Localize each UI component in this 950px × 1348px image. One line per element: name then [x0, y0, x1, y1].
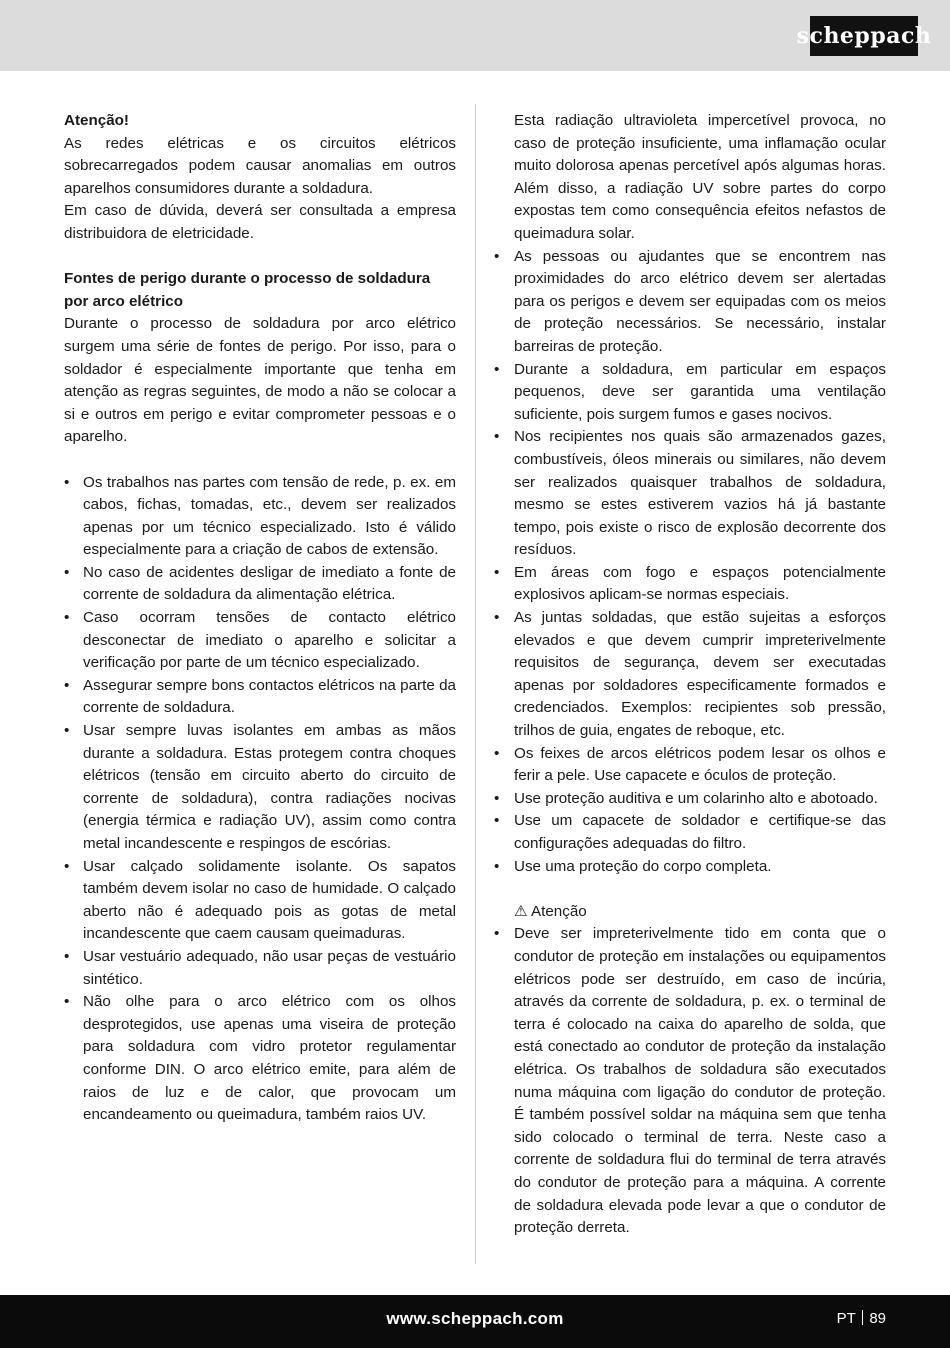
list-item: • Deve ser impreterivelmente tido em conta que o condutor de proteção em instalações ou equipamentos elétricos pode ser destruído, em caso de incúria, através da corrente de soldadura, p. ex. o terminal de terra é colocado na caixa do aparelho de solda, que está conectado ao condutor de proteção da instalação elétrica. Os trabalhos de soldadura são executados numa máquina com ligação do condutor de proteção. É também possível soldar na máquina sem que tenha sido colocado o terminal de terra. Neste caso a corrente de soldadura flui do terminal de terra através do condutor de proteção para a máquina. A corrente de soldadura elevada pode levar a que o condutor de proteção derreta. [514, 923, 886, 1239]
attention-text: As redes elétricas e os circuitos elétricos sobrecarregados podem causar anomalias em outros aparelhos consumidores durante a soldadura. [64, 134, 456, 197]
section-text: Durante o processo de soldadura por arco elétrico surgem uma série de fontes de perigo. Por isso, para o soldador é especialmente importante que tenha em atenção as regras seguintes, de modo a não se colocar a si e outros em perigo e evitar comprometer pessoas e o aparelho. [64, 315, 456, 446]
section-title: Fontes de perigo durante o processo de soldadura por arco elétrico [64, 270, 431, 310]
list-item: • Os feixes de arcos elétricos podem lesar os olhos e ferir a pele. Use capacete e óculos de proteção. [514, 743, 886, 788]
page-separator [862, 1310, 864, 1325]
list-item: • No caso de acidentes desligar de imediato a fonte de corrente de soldadura da alimentação elétrica. [64, 562, 456, 607]
list-item: • Usar sempre luvas isolantes em ambas as mãos durante a soldadura. Estas protegem contra choques elétricos (tensão em circuito aberto do circuito de corrente de soldadura), contra radiações nocivas (energia térmica e radiação UV), assim como contra metal incandescente e respingos de escórias. [64, 720, 456, 856]
right-bullet-list [514, 246, 886, 879]
list-item: • Use proteção auditiva e um colarinho alto e abotoado. [514, 788, 886, 811]
page-indicator [837, 1310, 886, 1327]
brand-logo: scheppach [810, 16, 918, 56]
warning-icon: ⚠ [514, 902, 528, 920]
list-item: • Os trabalhos nas partes com tensão de rede, p. ex. em cabos, fichas, tomadas, etc., devem ser realizados apenas por um técnico especializado. Isto é válido especialmente para a criação de cabos de extensão. [64, 472, 456, 562]
list-item: • Não olhe para o arco elétrico com os olhos desprotegidos, use apenas uma viseira de proteção para soldadura com vidro protetor regulamentar conforme DIN. O arco elétrico emite, para além de raios de luz e de calor, que provocam um encandeamento ou queimadura, também raios UV. [64, 991, 456, 1127]
warning-heading [514, 901, 886, 924]
list-item: • Use uma proteção do corpo completa. [514, 856, 886, 879]
attention-text-2: Em caso de dúvida, deverá ser consultada a empresa distribuidora de eletricidade. [64, 202, 456, 242]
list-item: • Usar vestuário adequado, não usar peças de vestuário sintético. [64, 946, 456, 991]
list-item: • Usar calçado solidamente isolante. Os sapatos também devem isolar no caso de humidade. O calçado aberto não é adequado pois as gotas de metal incandescente que caem causam queimaduras. [64, 856, 456, 946]
list-item: • Use um capacete de soldador e certifique-se das configurações adequadas do filtro. [514, 810, 886, 855]
footer-bar [0, 1295, 950, 1348]
left-column [64, 110, 456, 1127]
header-bar [0, 0, 950, 71]
left-bullet-list [64, 472, 456, 1127]
continuation-text: Esta radiação ultravioleta impercetível provoca, no caso de proteção insuficiente, uma inflamação ocular muito dolorosa apenas percetível após algumas horas. Além disso, a radiação UV sobre partes do corpo expostas tem como consequência efeitos nefastos de queimadura solar. [514, 112, 886, 242]
list-item: • Assegurar sempre bons contactos elétricos na parte da corrente de soldadura. [64, 675, 456, 720]
footer-url[interactable]: www.scheppach.com [386, 1309, 564, 1328]
list-item: • Nos recipientes nos quais são armazenados gazes, combustíveis, óleos minerais ou similares, não devem ser realizados quaisquer trabalhos de soldadura, mesmo se estes estiverem vazios há já bastante tempo, pois existe o risco de explosão decorrente dos resíduos. [514, 426, 886, 562]
column-divider [475, 104, 476, 1264]
list-item: • Durante a soldadura, em particular em espaços pequenos, deve ser garantida uma ventilação suficiente, pois surgem fumos e gases nocivos. [514, 359, 886, 427]
warning-title: Atenção [531, 902, 587, 920]
attention-title: Atenção! [64, 112, 129, 129]
warning-bullet-list [514, 923, 886, 1239]
list-item: • As juntas soldadas, que estão sujeitas a esforços elevados e que devem cumprir impreterivelmente requisitos de segurança, devem ser executadas apenas por soldadores especificamente formados e credenciados. Exemplos: recipientes sob pressão, trilhos de guia, engates de reboque, etc. [514, 607, 886, 743]
page-number: 89 [869, 1310, 886, 1327]
list-item: • Em áreas com fogo e espaços potencialmente explosivos aplicam-se normas especiais. [514, 562, 886, 607]
list-item: • Caso ocorram tensões de contacto elétrico desconectar de imediato o aparelho e solicitar a verificação por parte de um técnico especializado. [64, 607, 456, 675]
right-column [514, 110, 886, 1240]
language-code: PT [836, 1310, 856, 1327]
list-item: • As pessoas ou ajudantes que se encontrem nas proximidades do arco elétrico devem ser alertadas para os perigos e devem ser equipadas com os meios de proteção necessários. Se necessário, instalar barreiras de proteção. [514, 246, 886, 359]
